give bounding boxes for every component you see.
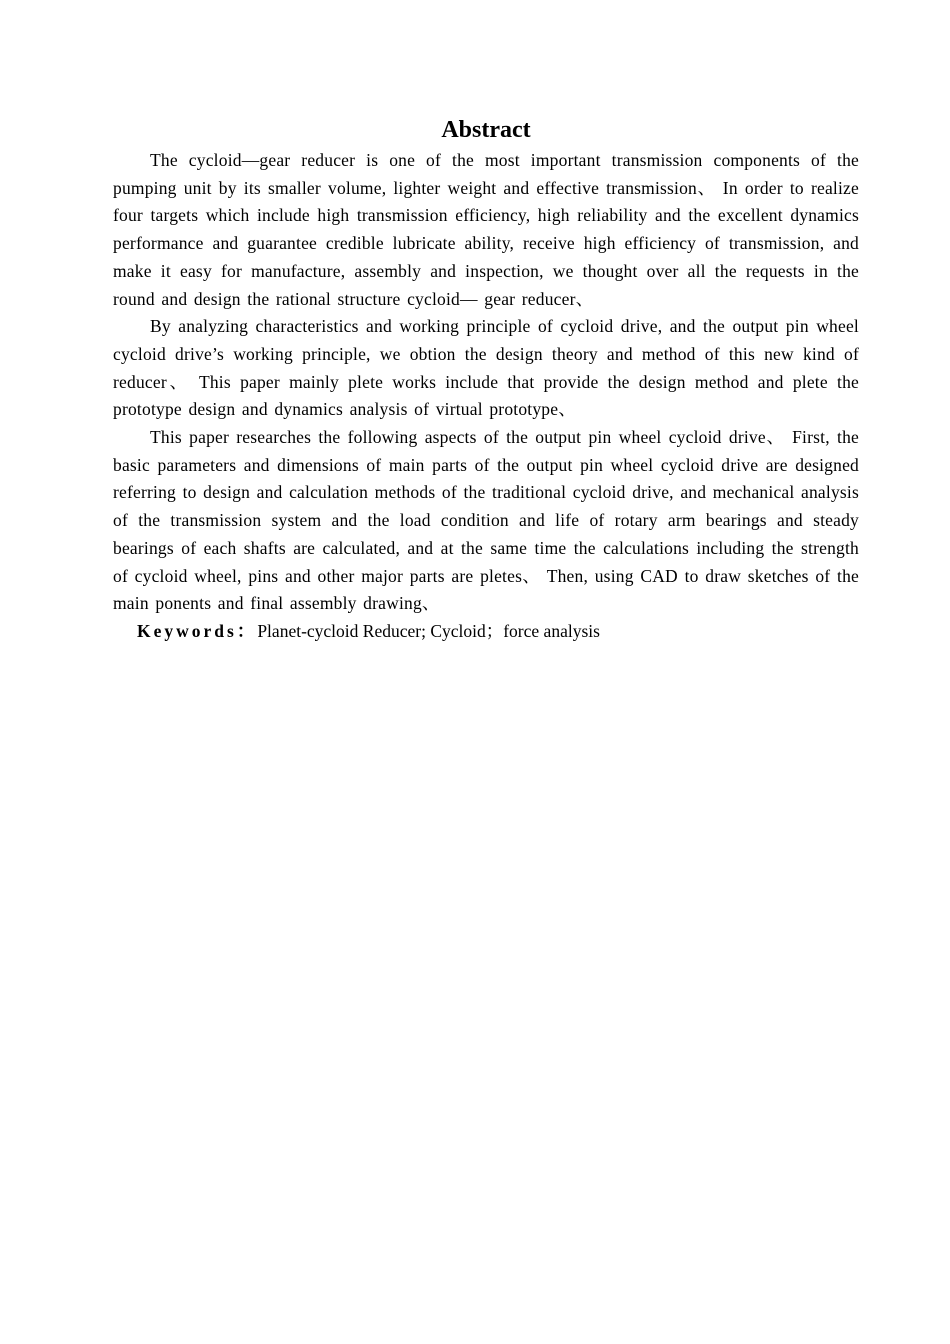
page-title: Abstract — [441, 117, 531, 143]
keywords-text: Planet-cycloid Reducer; Cycloid；force analysis — [257, 620, 600, 641]
keywords-line — [113, 618, 859, 646]
abstract-paragraph-1: The cycloid—gear reducer is one of the most important transmission components of the pumping unit by its smaller volume, lighter weight and effective transmission、 In order to realize four targets which include high transmission efficiency, high reliability and the excellent dynamics performance and guarantee credible lubricate ability, receive high efficiency of transmission, and make it easy for manufacture, assembly and inspection, we thought over all the requests in the round and design the rational structure cycloid— gear reducer、 — [113, 150, 859, 309]
abstract-section — [113, 113, 859, 646]
abstract-paragraph-3: This paper researches the following aspects of the output pin wheel cycloid drive、 First, the basic parameters and dimensions of main parts of the output pin wheel cycloid drive are designed referring to design and calculation methods of the traditional cycloid drive, and mechanical analysis of the transmission system and the load condition and life of rotary arm bearings and steady bearings of each shafts are calculated, and at the same time the calculations including the strength of cycloid wheel, pins and other major parts are pletes、 Then, using CAD to draw sketches of the main ponents and final assembly drawing、 — [113, 427, 859, 614]
abstract-paragraph-2: By analyzing characteristics and working principle of cycloid drive, and the output pin wheel cycloid drive’s working principle, we obtion the design theory and method of this new kind of reducer、 This paper mainly plete works include that provide the design method and plete the prototype design and dynamics analysis of virtual prototype、 — [113, 316, 859, 420]
keywords-label: Keywords： — [137, 620, 258, 641]
